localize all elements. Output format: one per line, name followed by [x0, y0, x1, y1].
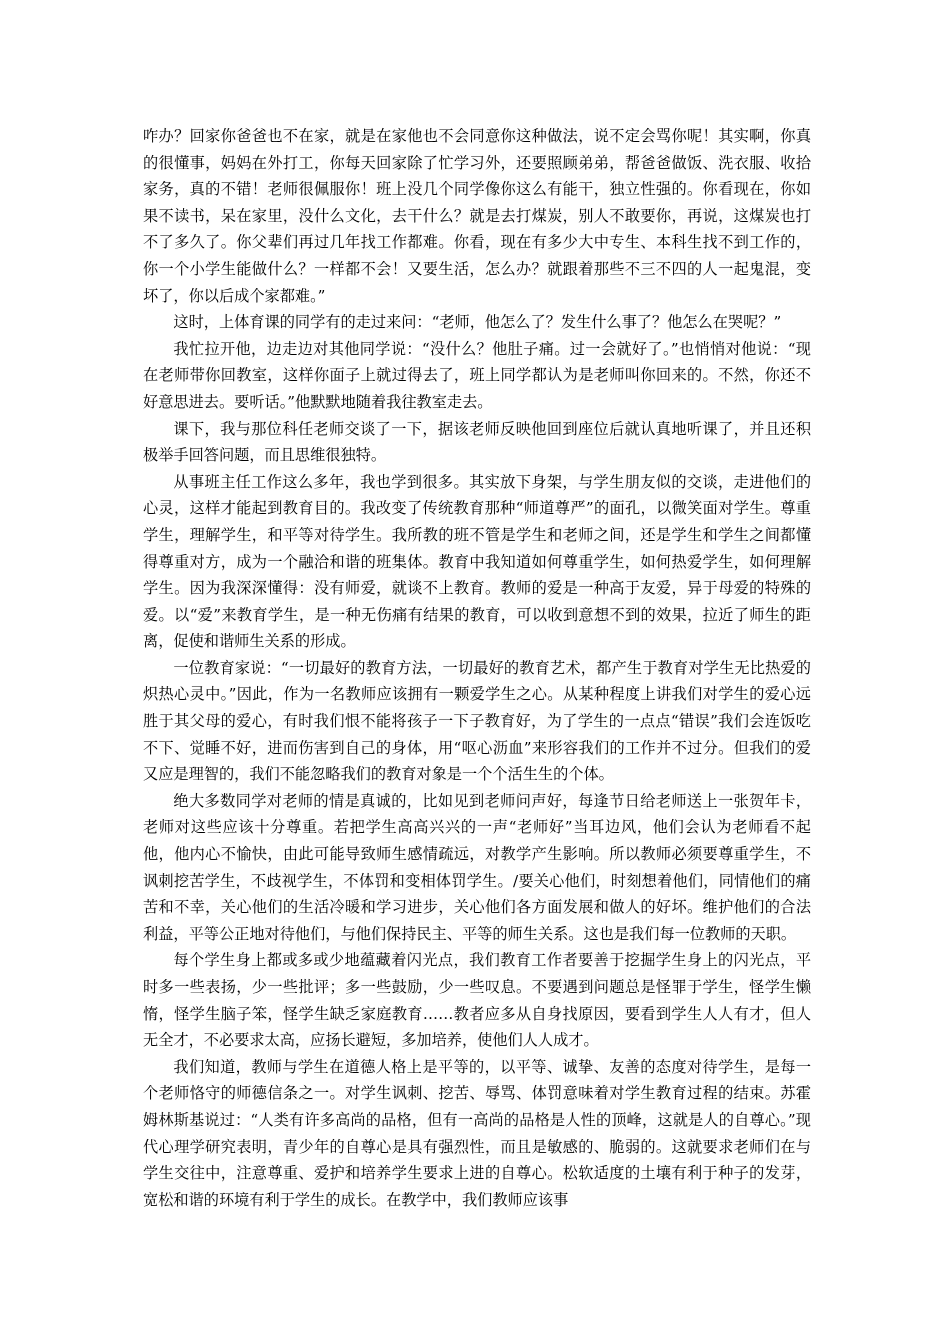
paragraph-continued: 咋办？回家你爸爸也不在家，就是在家他也不会同意你这种做法，说不定会骂你呢！其实啊，你真的很懂事，妈妈在外打工，你每天回家除了忙学习外，还要照顾弟弟，帮爸爸做饭、洗衣服、收拾家务，真的不错！老师很佩服你！班上没几个同学像你这么有能干，独立性强的。你看现在，你如果不读书，呆在家里，没什么文化，去干什么？就是去打煤炭，别人不敢要你，再说，这煤炭也打不了多久了。你父辈们再过几年找工作都难。你看，现在有多少大中专生、本科生找不到工作的，你一个小学生能做什么？一样都不会！又要生活，怎么办？就跟着那些不三不四的人一起鬼混，变坏了，你以后成个家都难。”: [143, 127, 811, 305]
paragraph-teacher-experience: 从事班主任工作这么多年，我也学到很多。其实放下身架，与学生朋友似的交谈，走进他们的心灵，这样才能起到教育目的。我改变了传统教育那种“师道尊严”的面孔，以微笑面对学生。尊重学生，理解学生，和平等对待学生。我所教的班不管是学生和老师之间，还是学生和学生之间都懂得尊重对方，成为一个融洽和谐的班集体。教育中我知道如何尊重学生，如何热爱学生，如何理解学生。因为我深深懂得：没有师爱，就谈不上教育。教师的爱是一种高于友爱，异于母爱的特殊的爱。以“爱”来教育学生，是一种无伤痛有结果的教育，可以收到意想不到的效果，拉近了师生的距离，促使和谐师生关系的形成。: [143, 472, 811, 651]
paragraph-walk-to-classroom: 我忙拉开他，边走边对其他同学说：“没什么？他肚子痛。过一会就好了。”也悄悄对他说：“现在老师带你回教室，这样你面子上就过得去了，班上同学都认为是老师叫你回来的。不然，你还不好意思进去。要听话。”他默默地随着我往教室走去。: [143, 339, 811, 411]
paragraph-educator-quote: 一位教育家说：“一切最好的教育方法，一切最好的教育艺术，都产生于教育对学生无比热爱的炽热心灵中。”因此，作为一名教师应该拥有一颗爱学生之心。从某种程度上讲我们对学生的爱心远胜于其父母的爱心，有时我们恨不能将孩子一下子教育好，为了学生的一点点“错误”我们会连饭吃不下、觉睡不好，进而伤害到自己的身体，用“呕心沥血”来形容我们的工作并不过分。但我们的爱又应是理智的，我们不能忽略我们的教育对象是一个个活生生的个体。: [143, 658, 811, 784]
paragraph-after-class: 课下，我与那位科任老师交谈了一下，据该老师反映他回到座位后就认真地听课了，并且还积极举手回答问题，而且思维很独特。: [143, 419, 811, 465]
document-body: [143, 123, 811, 1213]
paragraph-self-esteem: 我们知道，教师与学生在道德人格上是平等的，以平等、诚挚、友善的态度对待学生，是每一个老师恪守的师德信条之一。对学生讽刺、挖苦、辱骂、体罚意味着对学生教育过程的结束。苏霍姆林斯基说过：“人类有许多高尚的品格，但有一高尚的品格是人性的顶峰，这就是人的自尊心。”现代心理学研究表明，青少年的自尊心是具有强烈性，而且是敏感的、脆弱的。这就要求老师们在与学生交往中，注意尊重、爱护和培养学生要求上进的自尊心。松软适度的土壤有利于种子的发芽，宽松和谐的环境有利于学生的成长。在教学中，我们教师应该事: [143, 1057, 811, 1209]
paragraph-respect-students: 绝大多数同学对老师的情是真诚的，比如见到老师问声好，每逢节日给老师送上一张贺年卡，老师对这些应该十分尊重。若把学生高高兴兴的一声“老师好”当耳边风，他们会认为老师看不起他，他内心不愉快，由此可能导致师生感情疏远，对教学产生影响。所以教师必须要尊重学生，不讽刺挖苦学生，不歧视学生，不体罚和变相体罚学生。/要关心他们，时刻想着他们，同情他们的痛苦和不幸，关心他们的生活冷暖和学习进步，关心他们各方面发展和做人的好坏。维护他们的合法利益，平等公正地对待他们，与他们保持民主、平等的师生关系。这也是我们每一位教师的天职。: [143, 791, 811, 943]
paragraph-students-ask: 这时，上体育课的同学有的走过来问：“老师，他怎么了？发生什么事了？他怎么在哭呢？”: [173, 313, 782, 332]
paragraph-bright-spots: 每个学生身上都或多或少地蕴藏着闪光点，我们教育工作者要善于挖掘学生身上的闪光点，平时多一些表扬，少一些批评；多一些鼓励，少一些叹息。不要遇到问题总是怪罪于学生，怪学生懒惰，怪学生脑子笨，怪学生缺乏家庭教育……教者应多从自身找原因，要看到学生人人有才，但人无全才，不必要求太高，应扬长避短，多加培养，使他们人人成才。: [143, 951, 811, 1050]
